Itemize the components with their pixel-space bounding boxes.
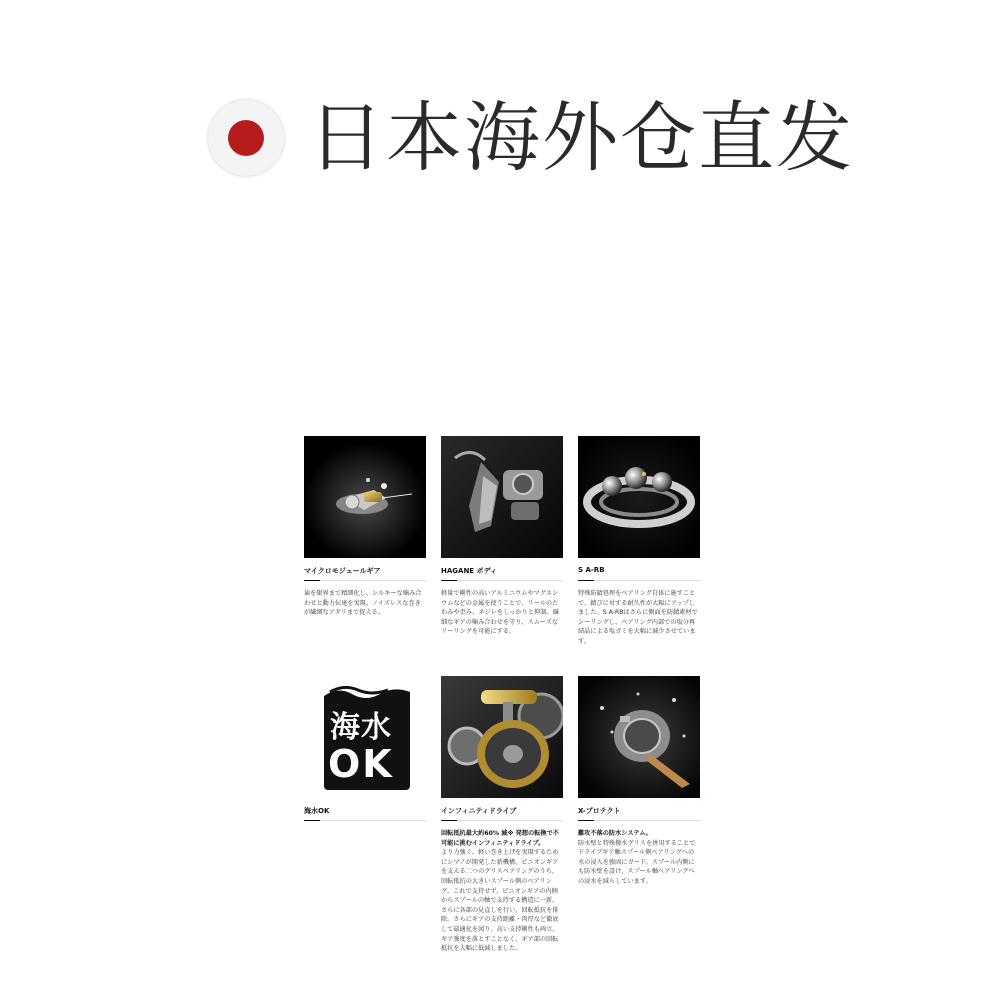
feature-title: インフィニティドライブ (441, 807, 517, 815)
header-banner (0, 0, 1000, 260)
badge-line1: 海水 (330, 710, 392, 745)
japan-flag-icon (208, 100, 284, 176)
feature-description (304, 589, 426, 618)
flag-sun (228, 120, 264, 156)
title-underline (441, 820, 457, 821)
divider (457, 580, 563, 581)
title-underline (441, 580, 457, 581)
feature-title: マイクロモジュールギア (304, 567, 381, 575)
description-lead: 難攻不落の防水システム。 (578, 830, 652, 837)
description-text: より力強く、軽い巻き上げを実現するためにシマノが開発した新機構。ピニオンギアを支える二つのグリスベアリングのうち、回転抵抗の大きいスプール側のベアリング。これで支持せず、ピニオンギアの内側からスプールの軸で支持する構造に一新。さらに各部の見直しを行い、回転抵抗を排除。さらにギアの支持距離・肉厚など徹底して最適化を図り、高い支持剛性も両立。ギア強度を落とすことなく、ギア部の回転抵抗を大幅に低減しました。 (441, 849, 559, 953)
title-underline (578, 580, 594, 581)
feature-description (441, 589, 563, 637)
feature-title: 海水OK (304, 807, 330, 815)
description-text: 特殊防錆処理をベアリング自体に施すことで、錆びに対する耐久性が大幅にアップしました。S A-RBはさらに側面を防錆素材でシーリングし、ベアリング内部での塩分再結晶による塩ガミを大幅に減少させています。 (578, 590, 698, 645)
feature-title: S A-RB (578, 566, 605, 574)
feature-title: X-プロテクト (578, 807, 621, 815)
description-text: 歯を限界まで精細化し、シルキーな噛み合わせと動力伝達を実現。ノイズレスな巻きが繊細なアタリまで捉える。 (304, 590, 422, 617)
divider (457, 820, 563, 821)
divider (320, 580, 426, 581)
divider (594, 820, 700, 821)
title-underline (304, 580, 320, 581)
seawater-ok-logo (324, 686, 410, 790)
description-lead: 回転抵抗最大約60% 減※ 発想の転換で不可能に挑むインフィニティドライブ。 (441, 830, 559, 847)
title-underline (578, 820, 594, 821)
banner-title: 日本海外仓直发 (308, 93, 854, 182)
description-text: 防水壁と特殊撥水グリスを併用することでドライブギア軸スプール側ベアリングへの水の浸入を強固にガード。スプール内側にも防水壁を設け、スプール軸ベアリングへの浸水を減らしています。 (578, 839, 696, 885)
hagane-body-image (441, 436, 563, 558)
seawater-ok-badge (304, 676, 426, 798)
s-arb-bearing-image (578, 436, 700, 558)
divider (320, 820, 426, 821)
divider (594, 580, 700, 581)
title-underline (304, 820, 320, 821)
feature-description (441, 829, 563, 954)
x-protect-image (578, 676, 700, 798)
micro-module-gear-image (304, 436, 426, 558)
infinity-drive-image (441, 676, 563, 798)
badge-line2: OK (328, 742, 394, 786)
feature-description (578, 829, 700, 887)
description-text: 軽量で剛性の高いアルミニウムやマグネシウムなどの金属を使うことで、リールのたわみや歪み、ネジレをしっかりと抑制。繊細なギアの噛み合わせを守り、スムーズなリーリングを可能にする。 (441, 590, 559, 636)
feature-title: HAGANE ボディ (441, 567, 497, 575)
feature-description (578, 589, 700, 647)
